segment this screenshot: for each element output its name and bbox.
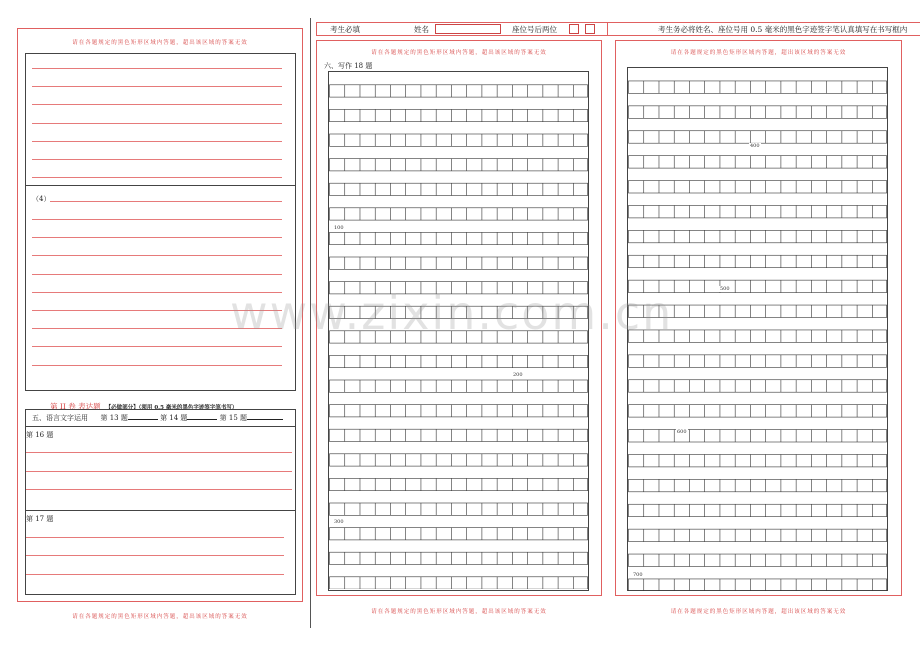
- answer-line[interactable]: [32, 159, 282, 160]
- answer-line[interactable]: [32, 141, 282, 142]
- count-mark: 500: [720, 286, 730, 292]
- header-instruction: 考生务必将姓名、座位号用 0.5 毫米的黑色字迹签字笔认真填写在书写框内: [658, 25, 908, 34]
- section5-divider-1: [25, 426, 296, 427]
- page-separator: [310, 18, 311, 628]
- right-top-warning: 请在各题规定的黑色矩形区域内答题，超出该区域的答案无效: [670, 50, 847, 56]
- answer-line[interactable]: [32, 237, 282, 238]
- answer-line[interactable]: [26, 574, 284, 575]
- part2-title: 第 II 卷 表达题: [50, 402, 101, 411]
- answer-line[interactable]: [32, 292, 282, 293]
- count-mark: 300: [334, 519, 344, 525]
- q13-label: 第 13 题: [100, 414, 128, 422]
- header-divider: [607, 22, 608, 36]
- answer-line[interactable]: [32, 274, 282, 275]
- q15-label: 第 15 题: [219, 414, 248, 422]
- seat-label: 座位号后两位: [512, 25, 557, 34]
- watermark: www.zixin.com.cn: [230, 286, 674, 340]
- left-bottom-warning: 请在各题规定的黑色矩形区域内答题，超出该区域的答案无效: [72, 614, 248, 620]
- section5-divider-2: [25, 510, 296, 511]
- section5-label: 五、语言文字运用: [32, 414, 88, 422]
- answer-line[interactable]: [26, 537, 284, 538]
- count-mark: 200: [513, 372, 523, 378]
- answer-line[interactable]: [32, 177, 282, 178]
- answer-line[interactable]: [32, 346, 282, 347]
- right-bottom-warning: 请在各题规定的黑色矩形区域内答题，超出该区域的答案无效: [670, 609, 847, 615]
- question-17-label: 第 17 题: [26, 515, 54, 523]
- answer-line[interactable]: [26, 452, 292, 453]
- section5-row: [32, 413, 283, 423]
- count-mark: 100: [334, 225, 344, 231]
- seat-digit-2-input[interactable]: [585, 24, 595, 34]
- answer-line[interactable]: [32, 365, 282, 366]
- section5-block: [25, 409, 296, 595]
- name-input[interactable]: [435, 24, 501, 34]
- q13-answer-field[interactable]: [128, 419, 158, 420]
- answer-line[interactable]: [32, 123, 282, 124]
- name-label: 姓名: [414, 25, 429, 34]
- count-mark: 400: [750, 143, 760, 149]
- answer-line[interactable]: [32, 310, 282, 311]
- count-mark: 700: [633, 572, 643, 578]
- left-top-warning: 请在各题规定的黑色矩形区域内答题，超出该区域的答案无效: [72, 40, 248, 46]
- answer-line[interactable]: [32, 255, 282, 256]
- answer-line[interactable]: [32, 219, 282, 220]
- question-16-label: 第 16 题: [26, 431, 54, 439]
- answer-line[interactable]: [32, 104, 282, 105]
- answer-line[interactable]: [26, 555, 284, 556]
- question-4-label: （4）: [32, 195, 51, 203]
- middle-bottom-warning: 请在各题规定的黑色矩形区域内答题，超出该区域的答案无效: [371, 609, 547, 615]
- count-mark: 600: [677, 429, 687, 435]
- section6-label: 六、写作 18 题: [324, 62, 373, 70]
- answer-line[interactable]: [26, 489, 292, 490]
- answer-line[interactable]: [26, 471, 292, 472]
- block-divider: [25, 185, 296, 186]
- q14-label: 第 14 题: [160, 414, 188, 422]
- answer-line[interactable]: [32, 328, 282, 329]
- middle-top-warning: 请在各题规定的黑色矩形区域内答题，超出该区域的答案无效: [371, 50, 547, 56]
- seat-digit-1-input[interactable]: [569, 24, 579, 34]
- exam-required-label: 考生必填: [330, 25, 360, 34]
- answer-line[interactable]: [32, 86, 282, 87]
- essay-grid-middle[interactable]: [329, 72, 588, 590]
- q14-answer-field[interactable]: [187, 419, 217, 420]
- q15-answer-field[interactable]: [247, 419, 283, 420]
- answer-line[interactable]: [50, 201, 282, 202]
- part2-note: 【必做部分】（须用 0.5 毫米的黑色字迹签字笔书写）: [105, 405, 238, 411]
- answer-line[interactable]: [32, 68, 282, 69]
